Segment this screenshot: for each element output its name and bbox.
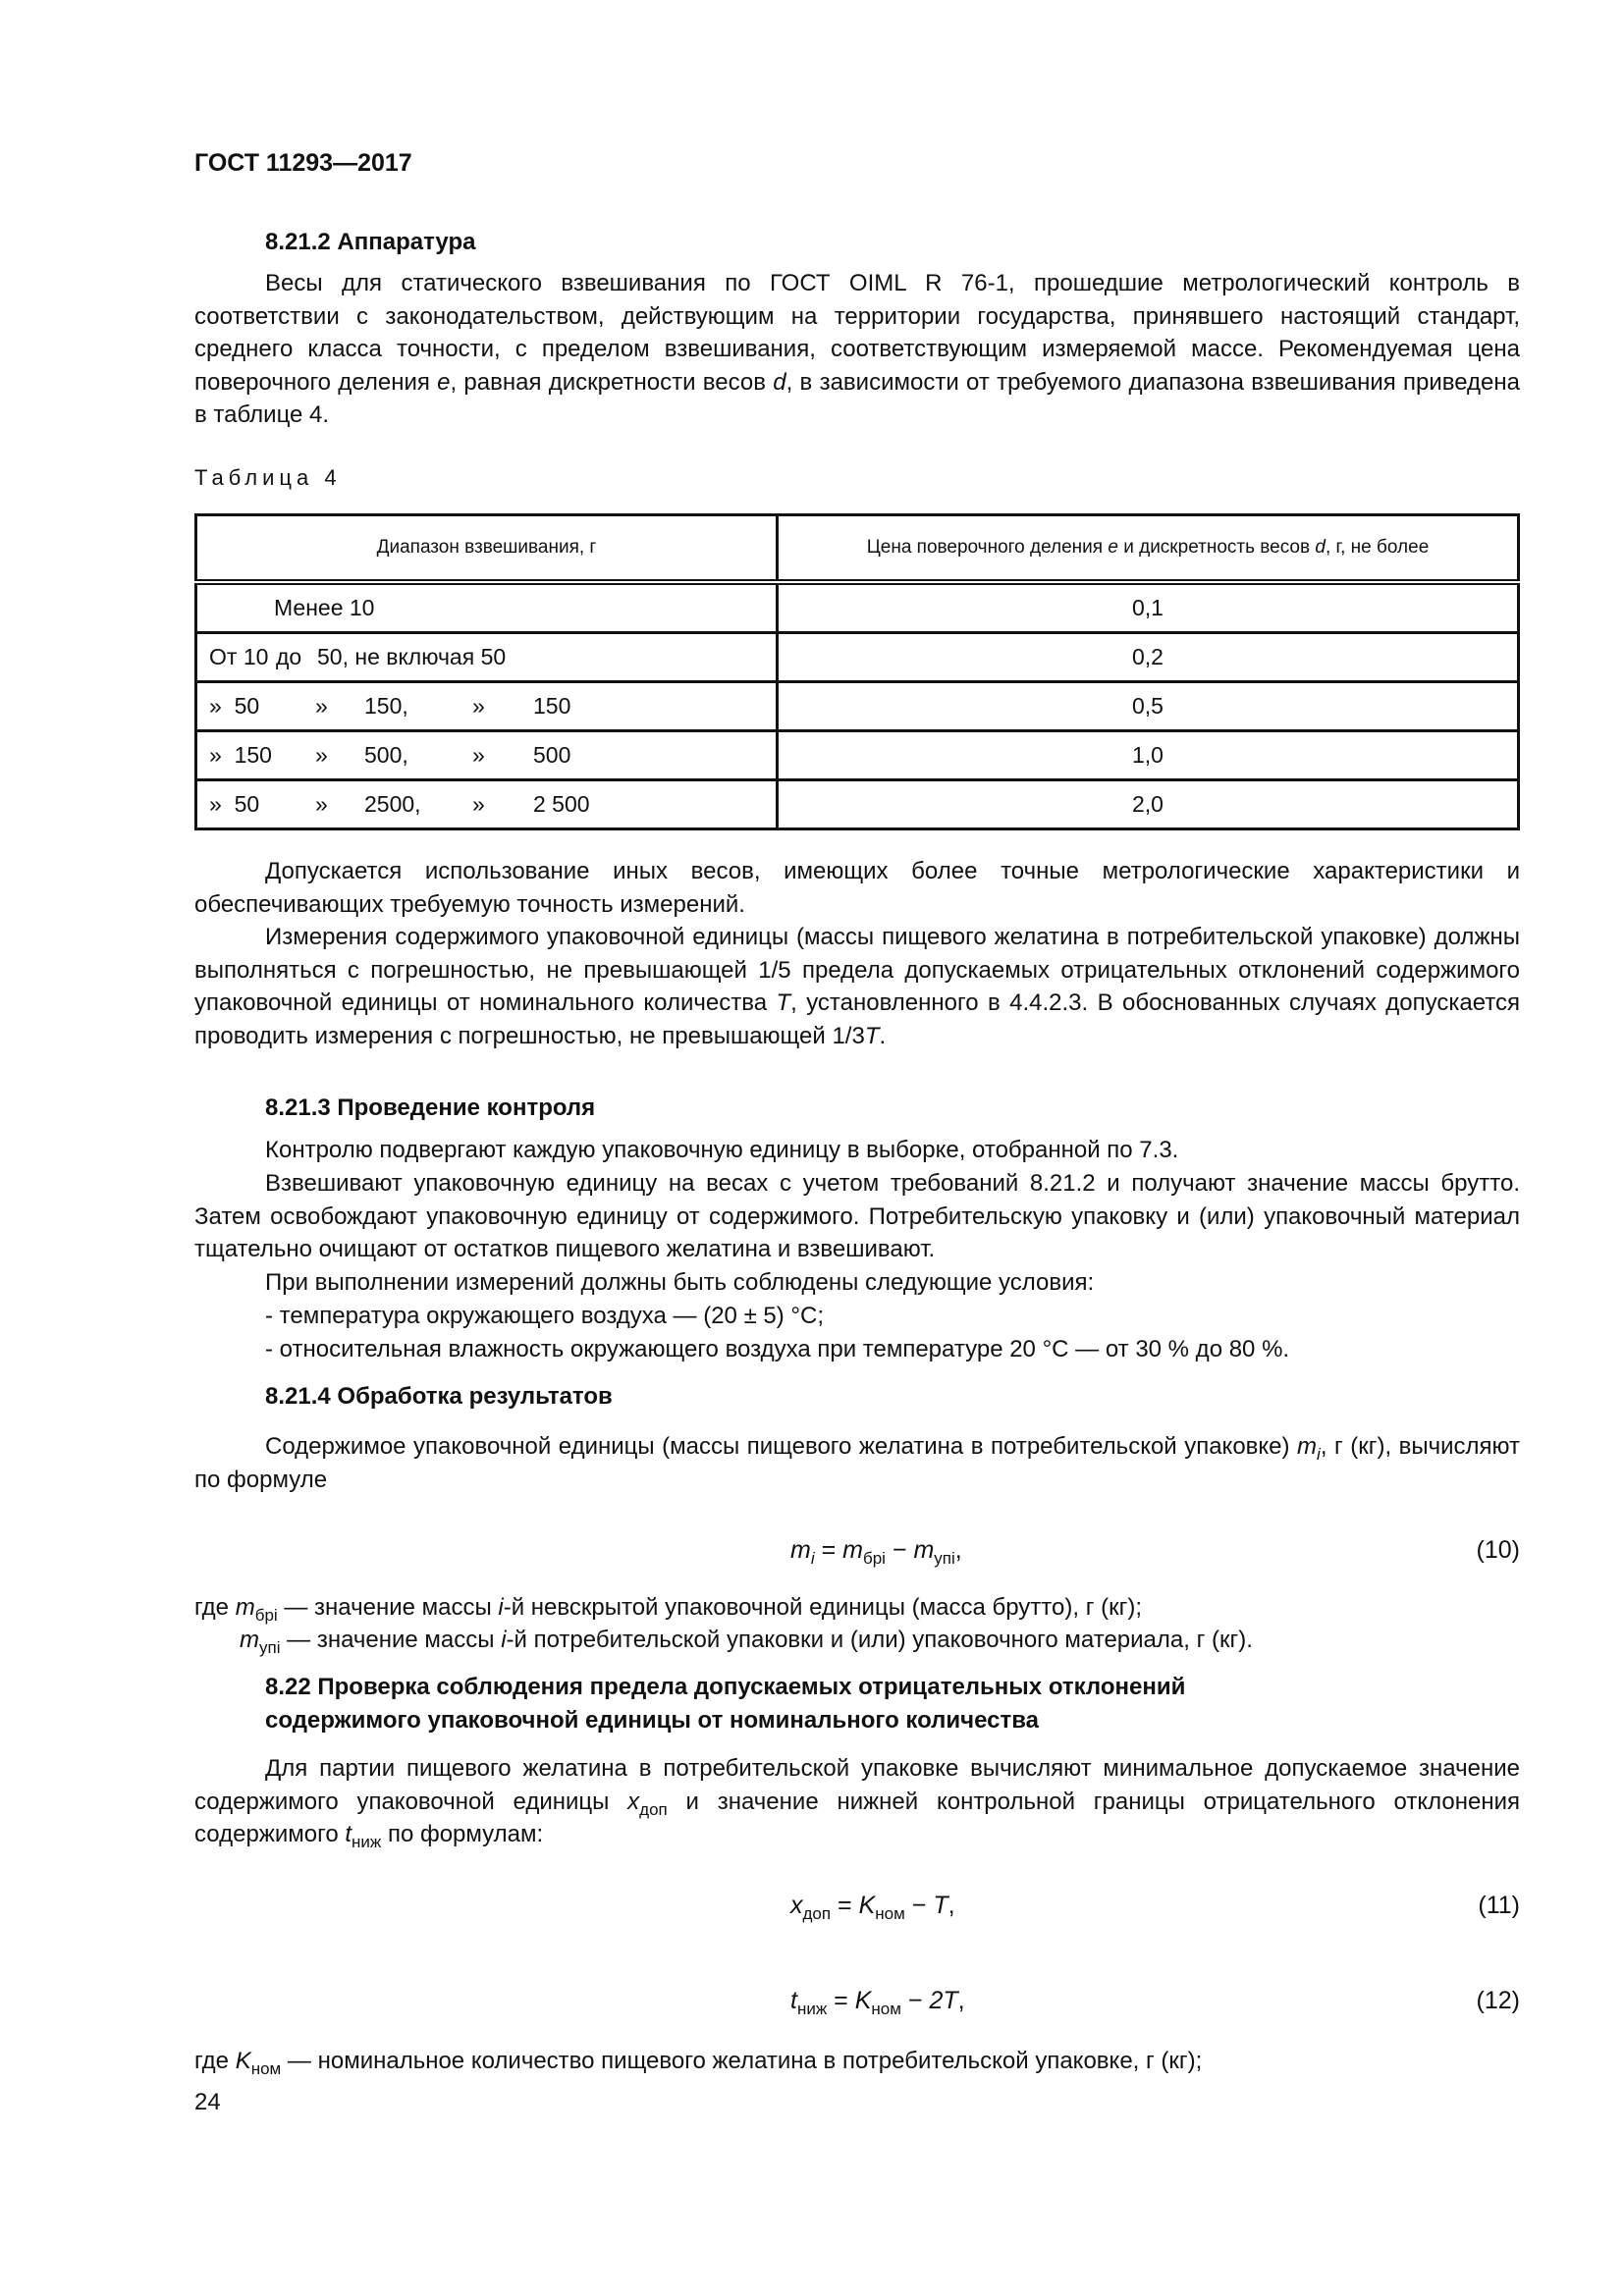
equation-number-11: (11): [1478, 1892, 1520, 1919]
table-row: [196, 582, 1519, 633]
equation-number-10: (10): [1476, 1536, 1520, 1564]
paragraph-batch: Для партии пищевого желатина в потребительской упаковке вычисляют минимальное допускаемое значение содержимого упаковочной единицы $x_{доп}$ и значение нижней контрольной границы отрицательного отклонения содержимого $t_{ниж}$ по формулам:: [194, 1755, 1520, 1852]
condition-humidity: - относительная влажность окружающего воздуха при температуре 20 °С — от 30 % до 80 %.: [265, 1336, 1290, 1362]
table-row: [196, 780, 1519, 829]
page-number: 24: [194, 2089, 221, 2115]
section-8-21-4-title: 8.21.4 Обработка результатов: [265, 1383, 613, 1410]
value-cell: 0,2: [778, 633, 1519, 682]
paragraph-conditions: При выполнении измерений должны быть соблюдены следующие условия:: [265, 1269, 1095, 1296]
value-cell: 2,0: [778, 780, 1519, 829]
paragraph-measurement-error: Измерения содержимого упаковочной единицы (массы пищевого желатина в потребительской упаковке) должны выполняться с погрешностью, не превышающей 1/5 предела допускаемых отрицательных отклонений содержимого упаковочной единицы от номинального количества T, установленного в 4.4.2.3. В обоснованных случаях допускается проводить измерения с погрешностью, не превышающей 1/3T.: [194, 924, 1521, 1049]
table-row: [196, 633, 1519, 682]
value-cell: 0,5: [778, 682, 1519, 731]
where-k-nom: где $K_{ном}$ — номинальное количество пищевого желатина в потребительской упаковке, г (кг);: [194, 2048, 1203, 2078]
table-row: [196, 682, 1519, 731]
header-range: Диапазон взвешивания, г: [196, 515, 778, 583]
where-m-br: где $m_{брi}$ — значение массы i-й невскрытой упаковочной единицы (масса брутто), г (кг);: [194, 1594, 1143, 1625]
range-cell: От 10 до 50, не включая 50: [196, 633, 778, 682]
section-8-21-3-title: 8.21.3 Проведение контроля: [265, 1095, 596, 1121]
table-row: [196, 731, 1519, 780]
range-cell: » 50 » 2500, » 2 500: [196, 780, 778, 829]
weighing-table: [194, 513, 1520, 830]
range-cell: » 50 » 150, » 150: [196, 682, 778, 731]
document-id: ГОСТ 11293—2017: [194, 149, 412, 177]
value-cell: 0,1: [778, 582, 1519, 633]
section-8-21-2-title: 8.21.2 Аппаратура: [265, 229, 476, 255]
paragraph-weighing: Взвешивают упаковочную единицу на весах с учетом требований 8.21.2 и получают значение массы брутто. Затем освобождают упаковочную единицу от содержимого. Потребительскую упаковку и (или) упаковочный материал тщательно очищают от остатков пищевого желатина и взвешивают.: [194, 1170, 1520, 1263]
where-m-up: $m_{упi}$ — значение массы i-й потребительской упаковки и (или) упаковочного материала, г (кг).: [240, 1627, 1253, 1657]
header-division: Цена поверочного деления e и дискретность весов d, г, не более: [778, 515, 1519, 583]
paragraph-control: Контролю подвергают каждую упаковочную единицу в выборке, отобранной по 7.3.: [265, 1137, 1179, 1163]
formula-10: $m_i = m_{брi} - m_{упi}$,: [790, 1536, 962, 1568]
table-caption: Таблица 4: [194, 465, 342, 490]
formula-11: $x_{доп} = K_{ном} - T$,: [790, 1892, 955, 1923]
paragraph-content-formula: Содержимое упаковочной единицы (массы пищевого желатина в потребительской упаковке) $m_i$, г (кг), вычисляют по формуле: [194, 1433, 1520, 1493]
equation-number-12: (12): [1476, 1987, 1520, 2014]
table-header-row: [196, 515, 1519, 583]
section-8-22-title: 8.22 Проверка соблюдения предела допускаемых отрицательных отклонений содержимого упаковочной единицы от номинального количества: [265, 1674, 1186, 1734]
range-cell: Менее 10: [196, 582, 778, 633]
formula-12: $t_{ниж} = K_{ном} - 2T$,: [790, 1987, 965, 2018]
condition-temperature: - температура окружающего воздуха — (20 ± 5) °С;: [265, 1303, 825, 1329]
paragraph-other-scales: Допускается использование иных весов, имеющих более точные метрологические характеристики и обеспечивающих требуемую точность измерений.: [194, 858, 1520, 918]
value-cell: 1,0: [778, 731, 1519, 780]
section-8-21-2-paragraph: Весы для статического взвешивания по ГОСТ OIML R 76-1, прошедшие метрологический контроль в соответствии с законодательством, действующим на территории государства, принявшего настоящий стандарт, среднего класса точности, с пределом взвешивания, соответствующим измеряемой массе. Рекомендуемая цена поверочного деления e, равная дискретности весов d, в зависимости от требуемого диапазона взвешивания приведена в таблице 4.: [194, 270, 1520, 429]
range-cell: » 150 » 500, » 500: [196, 731, 778, 780]
